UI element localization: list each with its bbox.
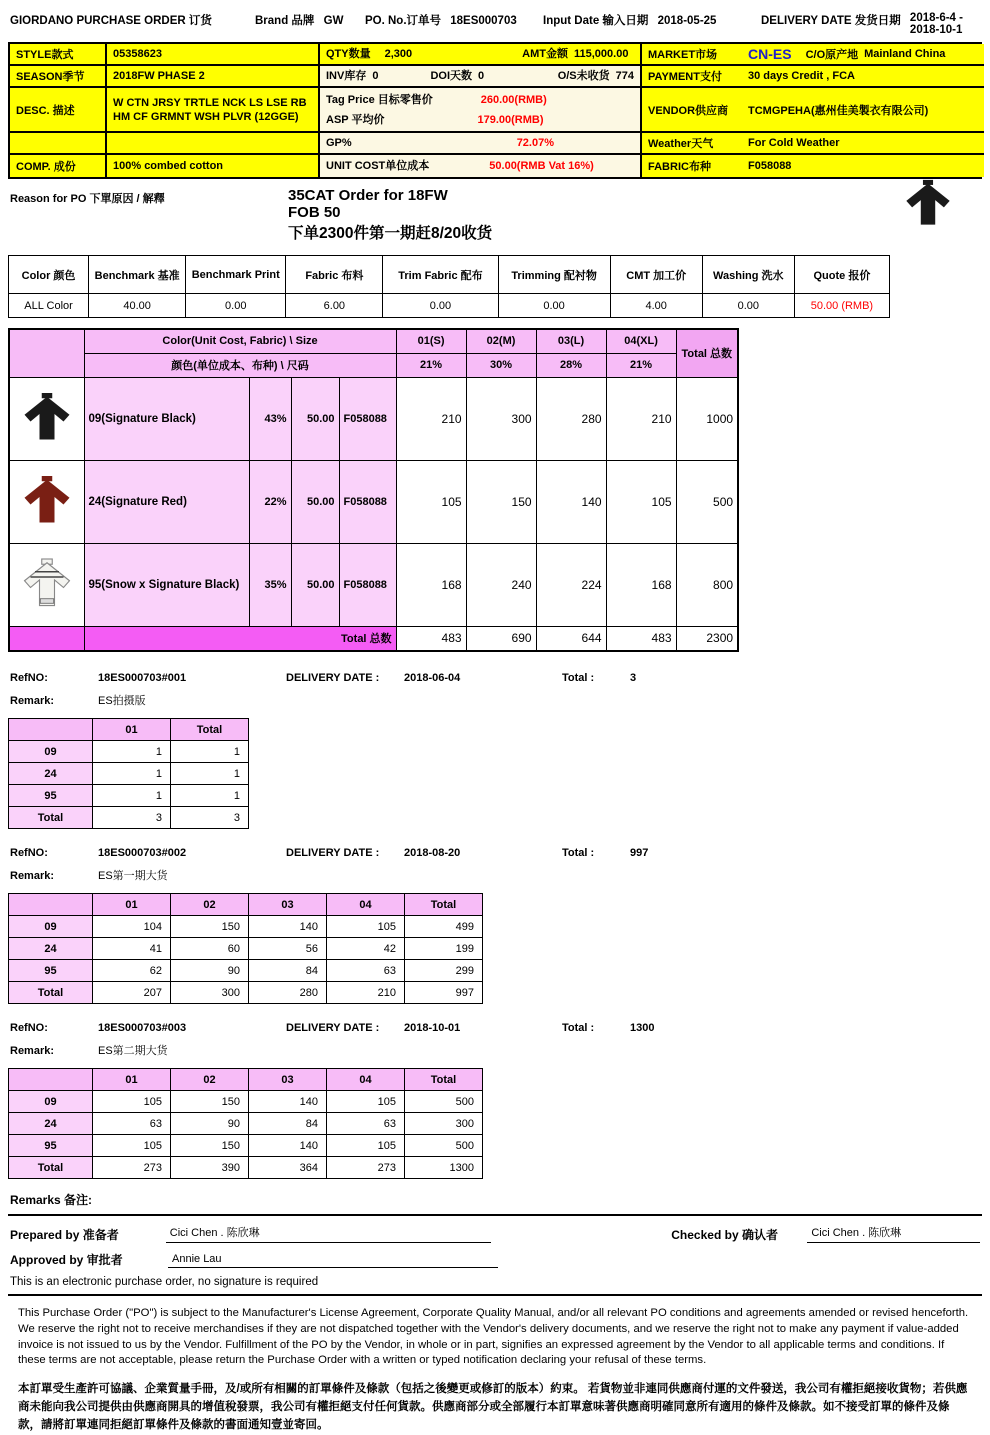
row-header: Total <box>9 1157 93 1179</box>
terms-english: This Purchase Order ("PO") is subject to the Manufacturer's License Agreement, Corporate Quality Manual, and/or all relevant PO conditions and agreements amended or revised henceforth. We reserve the right not to receive merchandises if they are not dispatched together with the Vendor's delivery documents, and we reserve the right not to make any payment if value-added invoice is not issued to us by the Vendor. Fulfillment of the PO by the Vendor, in whole or in part, signifies an expressed agreement by the Vendor to all applicable terms and conditions. If these terms are not acceptable, please return the Purchase Order with a written or typed notification declaring your refusal of these terms. <box>18 1307 969 1367</box>
column-header <box>9 719 93 741</box>
table-cell: 500 <box>405 1091 483 1113</box>
table-row <box>9 982 483 1004</box>
table-cell: 300 <box>405 1113 483 1135</box>
column-header: 01 <box>93 1069 171 1091</box>
color-fabric: F058088 <box>339 460 396 543</box>
market-label: MARKET市场 <box>642 44 742 66</box>
tag-price-value: 260.00(RMB) <box>480 93 547 106</box>
table-cell: 40.00 <box>89 294 186 318</box>
qty-cell: 105 <box>606 460 676 543</box>
color-unit-cost: 50.00 <box>291 377 339 460</box>
input-date-label: Input Date 输入日期 <box>543 15 649 27</box>
weather-value: For Cold Weather <box>742 133 984 155</box>
row-header: Total <box>9 807 93 829</box>
table-cell: 42 <box>327 938 405 960</box>
color-row-95 <box>9 543 738 626</box>
black-sweater-icon <box>20 392 74 442</box>
garment-thumbnail <box>9 460 84 543</box>
reason-line3: 下单2300件第一期赶8/20收货 <box>288 225 493 242</box>
table-row <box>9 741 249 763</box>
matrix-image-header <box>9 329 84 377</box>
table-cell: 1300 <box>405 1157 483 1179</box>
column-header: 01 <box>93 894 171 916</box>
row-header: Total <box>9 982 93 1004</box>
comp-label: COMP. 成份 <box>10 155 107 177</box>
qty-cell: 150 <box>466 460 536 543</box>
table-cell: 84 <box>249 960 327 982</box>
table-cell: 41 <box>93 938 171 960</box>
shipment-3-header <box>10 1018 980 1038</box>
co-label: C/O原产地 <box>805 49 859 61</box>
brand-label: Brand 品牌 <box>255 15 315 27</box>
table-cell: 105 <box>93 1091 171 1113</box>
checked-by-value: Cici Chen . 陈欣琳 <box>807 1224 980 1243</box>
gp-label: GP% <box>326 137 352 149</box>
column-header: Quote 报价 <box>794 256 889 294</box>
qty-cell: 105 <box>396 460 466 543</box>
color-row-24 <box>9 460 738 543</box>
unit-cost-label: UNIT COST单位成本 <box>326 160 430 172</box>
row-header: 24 <box>9 763 93 785</box>
vendor-label: VENDOR供应商 <box>642 88 742 133</box>
column-header: Total <box>171 719 249 741</box>
qty-cell: 168 <box>396 543 466 626</box>
table-row <box>9 785 249 807</box>
table-cell: 1 <box>171 741 249 763</box>
unit-cost-value: 50.00(RMB Vat 16%) <box>489 160 594 172</box>
amt-value: 115,000.00 <box>573 48 629 60</box>
column-header: 04 <box>327 894 405 916</box>
os-label: O/S未收货 <box>557 70 610 82</box>
table-cell: 390 <box>171 1157 249 1179</box>
delivery-value: 2018-08-20 <box>404 847 461 859</box>
black-sweater-icon <box>902 179 954 227</box>
refno-value: 18ES000703#001 <box>98 672 187 684</box>
total-label: Total : <box>562 847 595 859</box>
table-cell: 6.00 <box>286 294 383 318</box>
fabric-value: F058088 <box>742 155 984 177</box>
asp-value: 179.00(RMB) <box>477 113 544 126</box>
header-row <box>9 1069 483 1091</box>
refno-label: RefNO: <box>10 1022 48 1034</box>
delivery-date-label: DELIVERY DATE 发货日期 <box>761 15 901 27</box>
snow-sweater-icon <box>20 558 74 608</box>
column-header: CMT 加工价 <box>610 256 702 294</box>
total-row-label: Total 总数 <box>84 626 396 651</box>
input-date-value: 2018-05-25 <box>657 15 717 27</box>
size-header-02m: 02(M) <box>466 329 536 353</box>
matrix-header-line2: 颜色(单位成本、布种) \ 尺码 <box>84 353 396 377</box>
approved-by-value: Annie Lau <box>168 1253 498 1268</box>
matrix-header-line1: Color(Unit Cost, Fabric) \ Size <box>84 329 396 353</box>
row-total: 1000 <box>676 377 738 460</box>
color-pct: 35% <box>249 543 291 626</box>
asp-label: ASP 平均价 <box>326 113 385 126</box>
prepared-by-value: Cici Chen . 陈欣琳 <box>166 1224 491 1243</box>
color-fabric: F058088 <box>339 543 396 626</box>
shipment-2-remark <box>10 867 980 885</box>
garment-photo <box>902 179 954 230</box>
desc-value: W CTN JRSY TRTLE NCK LS LSE RB HM CF GRMNT WSH PLVR (12GGE) <box>107 88 320 133</box>
table-cell: 140 <box>249 1091 327 1113</box>
size-pct-03l: 28% <box>536 353 606 377</box>
garment-thumbnail <box>9 543 84 626</box>
table-cell: 105 <box>327 1091 405 1113</box>
qty-cell: 210 <box>396 377 466 460</box>
table-cell: 63 <box>327 1113 405 1135</box>
table-row <box>9 960 483 982</box>
delivery-value: 2018-06-04 <box>404 672 461 684</box>
gp-value: 72.07% <box>516 137 554 149</box>
refno-value: 18ES000703#003 <box>98 1022 187 1034</box>
style-label: STYLE款式 <box>10 44 107 66</box>
matrix-total-row <box>9 626 738 651</box>
column-header: Total <box>405 1069 483 1091</box>
row-header: 24 <box>9 1113 93 1135</box>
row-header: ALL Color <box>9 294 89 318</box>
brand-field <box>255 12 365 36</box>
column-header: 04 <box>327 1069 405 1091</box>
qty-value: 2,300 <box>384 48 413 60</box>
table-cell: 364 <box>249 1157 327 1179</box>
table-cell: 1 <box>93 741 171 763</box>
delivery-date-start: 2018-6-4 - <box>909 12 963 24</box>
color-name: 95(Snow x Signature Black) <box>84 543 249 626</box>
shipment-2-header <box>10 843 980 863</box>
table-cell: 56 <box>249 938 327 960</box>
remark-label: Remark: <box>10 1045 55 1057</box>
prepared-by-label: Prepared by 准备者 <box>10 1228 119 1242</box>
co-value: Mainland China <box>864 48 946 60</box>
column-header: 01 <box>93 719 171 741</box>
market-value: CN-ES <box>748 46 792 62</box>
input-date-field <box>543 12 761 36</box>
approved-row <box>8 1247 982 1272</box>
shipment-2-table <box>8 893 483 1004</box>
table-cell: 150 <box>171 1091 249 1113</box>
shipment-1-table <box>8 718 249 829</box>
table-cell: 500 <box>405 1135 483 1157</box>
delivery-date-field <box>761 12 980 36</box>
order-info-grid <box>8 42 982 179</box>
table-cell: 273 <box>93 1157 171 1179</box>
table-cell: 150 <box>171 916 249 938</box>
color-pct: 43% <box>249 377 291 460</box>
column-header: Total <box>405 894 483 916</box>
qty-cell: 240 <box>466 543 536 626</box>
color-name: 09(Signature Black) <box>84 377 249 460</box>
checked-by-label: Checked by 确认者 <box>671 1228 778 1242</box>
remark-value: ES第一期大货 <box>98 870 168 882</box>
total-value: 1300 <box>630 1022 655 1034</box>
fabric-label: FABRIC布种 <box>642 155 742 177</box>
total-header: Total 总数 <box>676 329 738 377</box>
color-name: 24(Signature Red) <box>84 460 249 543</box>
comp-value: 100% combed cotton <box>107 155 320 177</box>
total-qty-cell: 644 <box>536 626 606 651</box>
total-label: Total : <box>562 672 595 684</box>
header-row <box>9 894 483 916</box>
qty-cell: 140 <box>536 460 606 543</box>
total-qty-cell: 483 <box>396 626 466 651</box>
table-cell: 3 <box>171 807 249 829</box>
column-header: Fabric 布料 <box>286 256 383 294</box>
row-header: 95 <box>9 1135 93 1157</box>
po-number-field <box>365 12 543 36</box>
inventory-cell <box>320 66 642 88</box>
size-header-04xl: 04(XL) <box>606 329 676 353</box>
table-row <box>9 1091 483 1113</box>
vendor-value: TCMGPEHA(惠州佳美製衣有限公司) <box>742 88 984 133</box>
total-qty-cell: 690 <box>466 626 536 651</box>
column-header: Color 颜色 <box>9 256 89 294</box>
table-cell: 50.00 (RMB) <box>794 294 889 318</box>
style-value: 05358623 <box>107 44 320 66</box>
delivery-date-value <box>910 12 963 36</box>
table-row <box>9 938 483 960</box>
column-header: Washing 洗水 <box>702 256 794 294</box>
table-row <box>9 916 483 938</box>
table-cell: 0.00 <box>186 294 286 318</box>
table-cell: 60 <box>171 938 249 960</box>
size-header-03l: 03(L) <box>536 329 606 353</box>
row-total: 500 <box>676 460 738 543</box>
red-sweater-icon <box>20 475 74 525</box>
total-value: 3 <box>630 672 637 684</box>
table-cell: 63 <box>93 1113 171 1135</box>
reason-label: Reason for PO 下單原因 / 解釋 <box>10 193 165 205</box>
remark-label: Remark: <box>10 870 55 882</box>
blank-label-cell <box>10 133 107 155</box>
document-header <box>8 8 982 42</box>
table-cell: 0.00 <box>383 294 498 318</box>
table-row <box>9 763 249 785</box>
total-qty-cell: 483 <box>606 626 676 651</box>
table-cell: 90 <box>171 1113 249 1135</box>
table-cell: 1 <box>93 785 171 807</box>
refno-label: RefNO: <box>10 847 48 859</box>
tag-price-label: Tag Price 目标零售价 <box>326 93 433 106</box>
table-row <box>9 1157 483 1179</box>
table-cell: 63 <box>327 960 405 982</box>
inv-label: INV库存 <box>326 70 367 82</box>
size-pct-04xl: 21% <box>606 353 676 377</box>
reason-line1: 35CAT Order for 18FW <box>288 187 448 204</box>
table-row <box>9 807 249 829</box>
table-cell: 280 <box>249 982 327 1004</box>
refno-label: RefNO: <box>10 672 48 684</box>
total-value: 997 <box>630 847 649 859</box>
row-header: 09 <box>9 916 93 938</box>
terms-chinese: 本訂單受生產許可協議、企業質量手冊，及/或所有相關的訂單條件及條款（包括之後變更或修訂的版本）約束。 若貨物並非連同供應商付運的文件發送，我公司有權拒絕接收貨物；若供應商未能向我公司提供由供應商開具的增值稅發票，我公司有權拒絕支付任何貨款。供應商部分或全部履行本訂單意味著供應商明確同意所有適用的條件及條款。如不接受訂單的條件及條款，請將訂單連同拒絕訂單條件及條款的書面通知壹並寄回。 <box>18 1383 968 1431</box>
garment-thumbnail <box>9 377 84 460</box>
doi-label: DOI天数 <box>430 70 473 82</box>
delivery-label: DELIVERY DATE : <box>286 847 380 859</box>
total-label: Total : <box>562 1022 595 1034</box>
column-header <box>9 1069 93 1091</box>
column-header <box>9 894 93 916</box>
remarks-heading: Remarks 备注: <box>10 1193 93 1207</box>
size-header-01s: 01(S) <box>396 329 466 353</box>
table-cell: 150 <box>171 1135 249 1157</box>
gp-cell <box>320 133 642 155</box>
refno-value: 18ES000703#002 <box>98 847 187 859</box>
shipment-1-header <box>10 668 980 688</box>
pricing-cell <box>320 88 642 133</box>
table-cell: 105 <box>93 1135 171 1157</box>
qty-cell: 210 <box>606 377 676 460</box>
size-pct-01s: 21% <box>396 353 466 377</box>
column-header: 02 <box>171 894 249 916</box>
row-header: 95 <box>9 960 93 982</box>
blank-value-cell <box>107 133 320 155</box>
delivery-label: DELIVERY DATE : <box>286 672 380 684</box>
table-row <box>9 1135 483 1157</box>
column-header: 03 <box>249 894 327 916</box>
remark-value: ES拍摄版 <box>98 695 146 707</box>
reason-section <box>8 179 982 251</box>
total-row-spacer <box>9 626 84 651</box>
shipment-1-remark <box>10 692 980 710</box>
desc-label: DESC. 描述 <box>10 88 107 133</box>
po-number-label: PO. No.订单号 <box>365 15 442 27</box>
table-cell: 0.00 <box>702 294 794 318</box>
qty-label: QTY数量 <box>326 48 371 60</box>
color-unit-cost: 50.00 <box>291 460 339 543</box>
column-header: Trimming 配衬物 <box>498 256 610 294</box>
prepared-checked-row <box>8 1220 982 1247</box>
table-cell: 210 <box>327 982 405 1004</box>
delivery-value: 2018-10-01 <box>404 1022 461 1034</box>
table-cell: 1 <box>171 785 249 807</box>
column-header: Benchmark 基准 <box>89 256 186 294</box>
row-header: 24 <box>9 938 93 960</box>
divider <box>8 1294 982 1296</box>
po-number-value: 18ES000703 <box>450 15 517 27</box>
table-cell: 4.00 <box>610 294 702 318</box>
document-title: GIORDANO PURCHASE ORDER 订货 <box>10 15 212 27</box>
payment-value: 30 days Credit , FCA <box>742 66 984 88</box>
reason-text <box>288 187 492 247</box>
column-header: 03 <box>249 1069 327 1091</box>
benchmark-table <box>8 255 890 318</box>
qty-cell: 224 <box>536 543 606 626</box>
row-header: 09 <box>9 741 93 763</box>
column-header: 02 <box>171 1069 249 1091</box>
market-value-cell <box>742 44 984 66</box>
delivery-label: DELIVERY DATE : <box>286 1022 380 1034</box>
table-cell: 1 <box>93 763 171 785</box>
table-cell: 84 <box>249 1113 327 1135</box>
table-cell: 140 <box>249 916 327 938</box>
weather-label: Weather天气 <box>642 133 742 155</box>
row-total: 800 <box>676 543 738 626</box>
table-cell: 199 <box>405 938 483 960</box>
qty-cell: 300 <box>466 377 536 460</box>
color-fabric: F058088 <box>339 377 396 460</box>
table-cell: 105 <box>327 916 405 938</box>
table-cell: 1 <box>171 763 249 785</box>
table-cell: 207 <box>93 982 171 1004</box>
table-cell: 105 <box>327 1135 405 1157</box>
table-cell: 3 <box>93 807 171 829</box>
table-cell: 140 <box>249 1135 327 1157</box>
table-cell: 997 <box>405 982 483 1004</box>
header-row <box>9 256 890 294</box>
table-row <box>9 1113 483 1135</box>
column-header: Trim Fabric 配布 <box>383 256 498 294</box>
delivery-date-end: 2018-10-1 <box>909 24 963 36</box>
amt-label: AMT金额 <box>522 48 568 60</box>
season-label: SEASON季节 <box>10 66 107 88</box>
header-row <box>9 719 249 741</box>
row-header: 95 <box>9 785 93 807</box>
shipment-3-remark <box>10 1042 980 1060</box>
table-cell: 90 <box>171 960 249 982</box>
season-value: 2018FW PHASE 2 <box>107 66 320 88</box>
column-header: Benchmark Print <box>186 256 286 294</box>
row-header: 09 <box>9 1091 93 1113</box>
unit-cost-cell <box>320 155 642 177</box>
size-pct-02m: 30% <box>466 353 536 377</box>
qty-amt-cell <box>320 44 642 66</box>
doi-value: 0 <box>478 70 485 82</box>
table-cell: 499 <box>405 916 483 938</box>
table-cell: 0.00 <box>498 294 610 318</box>
remark-value: ES第二期大货 <box>98 1045 168 1057</box>
table-cell: 299 <box>405 960 483 982</box>
color-unit-cost: 50.00 <box>291 543 339 626</box>
approved-by-label: Approved by 审批者 <box>10 1253 123 1267</box>
payment-label: PAYMENT支付 <box>642 66 742 88</box>
table-row <box>9 294 890 318</box>
grand-total-cell: 2300 <box>676 626 738 651</box>
qty-cell: 168 <box>606 543 676 626</box>
table-cell: 104 <box>93 916 171 938</box>
shipment-3-table <box>8 1068 483 1179</box>
table-cell: 273 <box>327 1157 405 1179</box>
reason-line2: FOB 50 <box>288 204 341 221</box>
brand-value: GW <box>323 15 344 27</box>
color-row-09 <box>9 377 738 460</box>
os-value: 774 <box>615 70 634 82</box>
divider <box>8 1214 982 1216</box>
color-pct: 22% <box>249 460 291 543</box>
remark-label: Remark: <box>10 695 55 707</box>
qty-cell: 280 <box>536 377 606 460</box>
table-cell: 300 <box>171 982 249 1004</box>
table-cell: 62 <box>93 960 171 982</box>
inv-value: 0 <box>372 70 379 82</box>
color-size-matrix <box>8 328 739 652</box>
electronic-po-note: This is an electronic purchase order, no signature is required <box>10 1276 319 1288</box>
